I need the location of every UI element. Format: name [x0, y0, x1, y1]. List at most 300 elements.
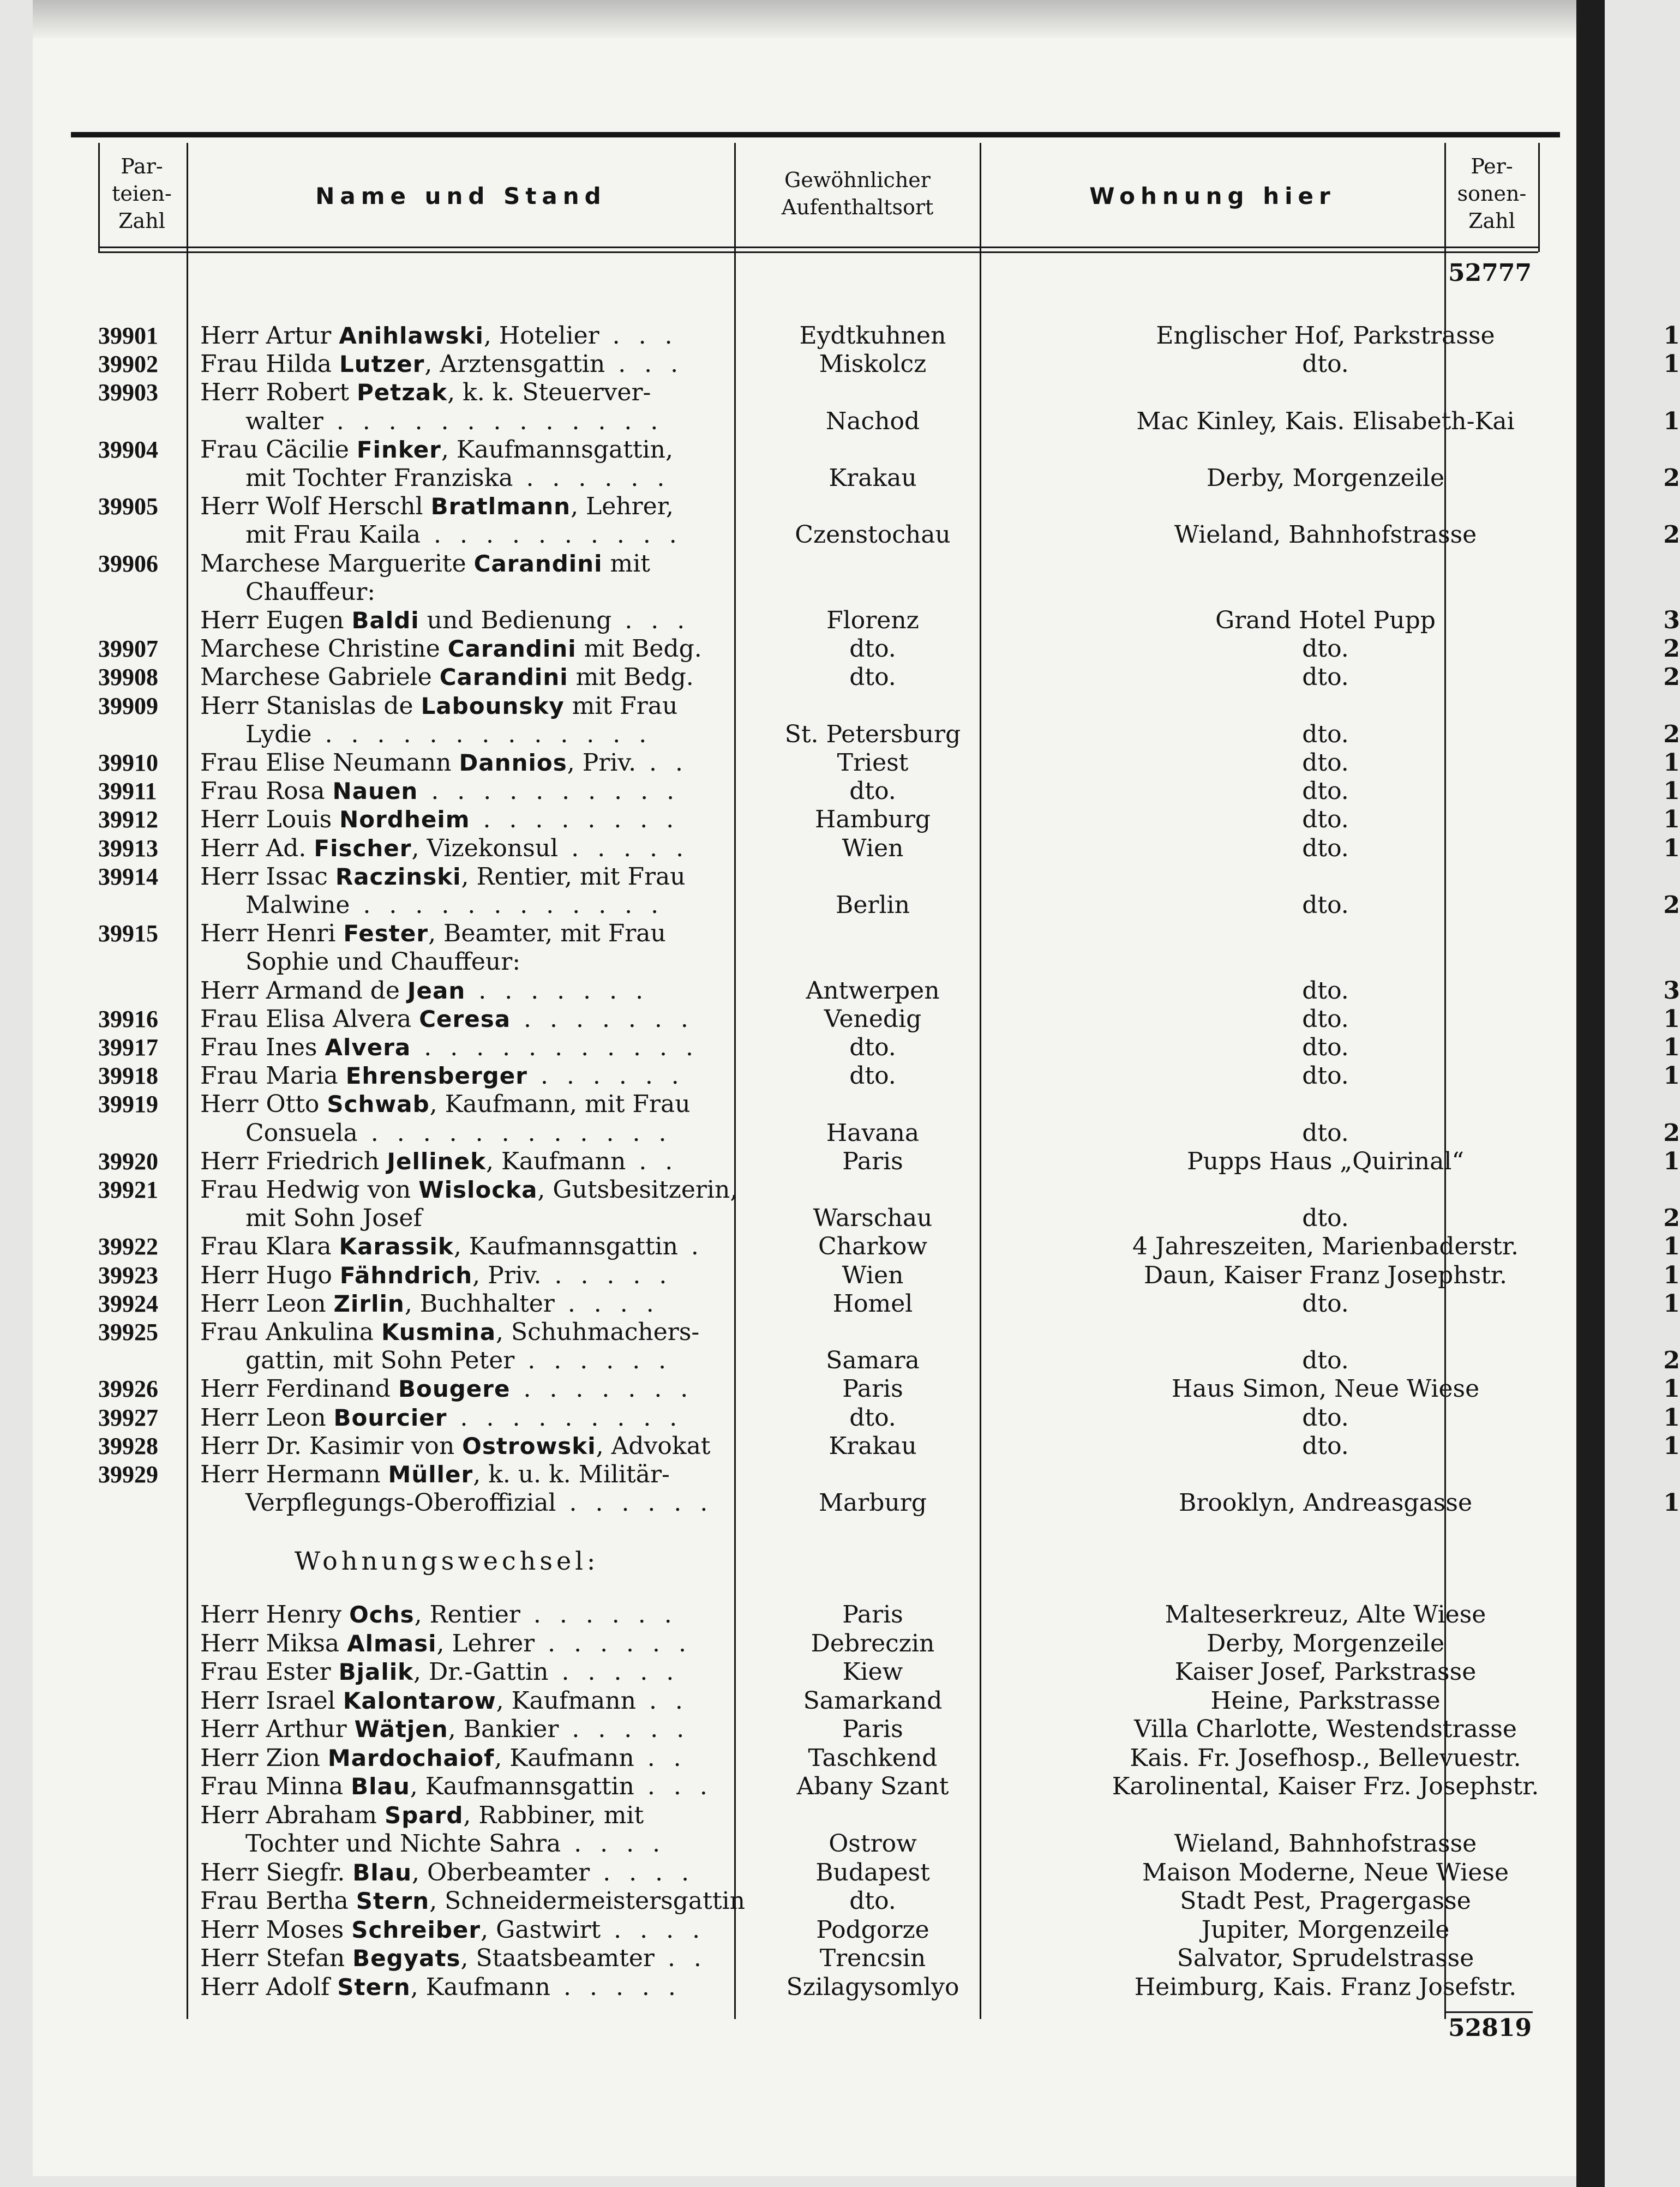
name-title: Marchese Christine — [200, 635, 448, 663]
personen-zahl: 1 — [1663, 1147, 1680, 1175]
parteien-zahl: 39906 — [98, 550, 158, 577]
leader-dots: . . . . . . . . . . . — [411, 1034, 699, 1061]
name-occupation: , Kaufmann, mit Frau — [429, 1090, 691, 1119]
name-title: Tochter und Nichte Sahra — [245, 1830, 561, 1858]
name-title: Frau Hedwig von — [200, 1176, 419, 1204]
surname: Fischer — [314, 834, 412, 862]
wohnung: Derby, Morgenzeile — [1206, 1629, 1445, 1657]
name-title: Herr Moses — [200, 1915, 352, 1944]
name-title: Herr Henry — [200, 1601, 350, 1629]
name-stand — [245, 1830, 716, 1858]
wohnung: dto. — [1302, 1062, 1349, 1090]
parteien-zahl: 39925 — [98, 1319, 158, 1345]
personen-zahl: 1 — [1663, 1289, 1680, 1318]
wohnung: Kais. Fr. Josefhosp., Bellevuestr. — [1130, 1744, 1521, 1772]
parteien-zahl: 39914 — [98, 863, 158, 890]
aufenthaltsort: Paris — [842, 1601, 903, 1629]
leader-dots: . . — [636, 749, 689, 777]
wohnung: dto. — [1302, 1204, 1349, 1233]
surname: Alvera — [325, 1034, 411, 1061]
parteien-zahl: 39903 — [98, 379, 158, 406]
name-occupation: , Oberbeamter — [412, 1858, 590, 1886]
personen-zahl: 3 — [1663, 606, 1680, 634]
wohnung: dto. — [1302, 663, 1349, 692]
name-stand — [200, 1944, 716, 1973]
name-title: Herr Louis — [200, 806, 340, 834]
leader-dots: . . . . — [601, 1915, 706, 1944]
name-occupation: , Buchhalter — [404, 1289, 555, 1318]
register-row — [98, 1773, 1571, 1801]
name-title: Herr Israel — [200, 1686, 343, 1715]
wohnung: dto. — [1302, 976, 1349, 1005]
name-title: Herr Stanislas de — [200, 692, 421, 720]
name-occupation: und Bedienung — [419, 606, 612, 634]
personen-zahl: 2 — [1663, 464, 1680, 492]
surname: Zirlin — [333, 1290, 405, 1317]
surname: Stern — [337, 1973, 411, 2000]
parteien-zahl: 39911 — [98, 778, 157, 805]
name-title: Frau Elise Neumann — [200, 749, 459, 777]
personen-zahl: 2 — [1663, 1347, 1680, 1375]
surname: Kusmina — [381, 1319, 496, 1345]
aufenthaltsort: St. Petersburg — [784, 720, 961, 748]
name-title: Herr Ferdinand — [200, 1375, 398, 1403]
parteien-zahl: 39928 — [98, 1432, 158, 1459]
surname: Müller — [388, 1461, 473, 1488]
wohnung: dto. — [1302, 635, 1349, 663]
name-stand — [200, 1687, 716, 1715]
name-occupation: , Kaufmann — [496, 1686, 636, 1715]
personen-zahl: 1 — [1663, 1062, 1680, 1090]
surname: Raczinski — [335, 863, 461, 890]
parteien-zahl: 39902 — [98, 351, 158, 378]
name-title: Consuela — [245, 1119, 358, 1147]
name-title: walter — [245, 407, 323, 435]
aufenthaltsort: dto. — [849, 663, 896, 692]
name-stand — [200, 1773, 716, 1801]
wohnung: dto. — [1302, 1289, 1349, 1318]
parteien-zahl: 39912 — [98, 806, 158, 833]
wohnung: Haus Simon, Neue Wiese — [1171, 1375, 1480, 1403]
personen-zahl: 1 — [1663, 1375, 1680, 1403]
wohnung: Grand Hotel Pupp — [1215, 606, 1436, 634]
name-occupation: , Beamter, mit Frau — [428, 920, 666, 948]
name-occupation: , Rentier, mit Frau — [461, 862, 686, 891]
surname: Fähndrich — [339, 1261, 473, 1289]
parteien-zahl: 39929 — [98, 1461, 158, 1488]
leader-dots: . . — [635, 1686, 688, 1715]
surname: Carandini — [439, 664, 568, 691]
name-title: Herr Stefan — [200, 1944, 353, 1972]
register-row — [98, 1859, 1571, 1887]
name-occupation: , Schuhmachers- — [496, 1318, 700, 1346]
name-title: Herr Armand de — [200, 976, 407, 1005]
name-title: mit Frau Kaila — [245, 521, 421, 549]
register-row — [98, 1916, 1571, 1944]
register-row — [98, 1658, 1571, 1686]
name-title: Herr Adolf — [200, 1973, 338, 2001]
parteien-zahl: 39905 — [98, 493, 158, 520]
wohnung: dto. — [1302, 891, 1349, 919]
wohnung: Heimburg, Kais. Franz Josefstr. — [1134, 1973, 1517, 2001]
leader-dots: . . . . . . . . . . — [421, 521, 682, 549]
name-stand — [200, 1658, 716, 1686]
aufenthaltsort: Homel — [832, 1289, 913, 1318]
name-title: Frau Cäcilie — [200, 435, 357, 464]
name-title: Herr Friedrich — [200, 1147, 387, 1175]
surname: Nordheim — [339, 806, 470, 833]
parteien-zahl: 39924 — [98, 1290, 158, 1317]
wohnung: dto. — [1302, 720, 1349, 748]
personen-zahl: 1 — [1663, 1403, 1680, 1432]
name-title: Herr Ad. — [200, 834, 314, 862]
leader-dots: . . . . . . . — [511, 1005, 694, 1033]
aufenthaltsort: Venedig — [824, 1005, 922, 1033]
personen-zahl: 2 — [1663, 1119, 1680, 1147]
name-occupation: , Gastwirt — [481, 1915, 601, 1944]
leader-dots: . . . . . . — [527, 1062, 685, 1090]
surname: Dannios — [459, 749, 567, 776]
wohnung: Derby, Morgenzeile — [1206, 464, 1445, 492]
register-row — [98, 1944, 1571, 1973]
name-title: Herr Henri — [200, 920, 344, 948]
name-occupation: , Gutsbesitzerin, — [537, 1176, 738, 1204]
personen-zahl: 1 — [1663, 1034, 1680, 1061]
wohnung: Salvator, Sprudelstrasse — [1177, 1944, 1474, 1972]
register-row — [98, 1744, 1571, 1773]
surname: Stern — [356, 1888, 430, 1914]
personen-zahl: 2 — [1663, 521, 1680, 549]
wohnung: dto. — [1302, 1403, 1349, 1432]
parteien-zahl: 39910 — [98, 749, 158, 776]
changes-body — [98, 0, 1571, 2171]
leader-dots: . . . . . — [541, 1261, 673, 1289]
parteien-zahl: 39904 — [98, 436, 158, 463]
wohnung: Wieland, Bahnhofstrasse — [1174, 1830, 1477, 1858]
register-row — [98, 1630, 1571, 1658]
name-occupation: , Kaufmannsgattin — [453, 1233, 678, 1261]
parteien-zahl: 39907 — [98, 635, 158, 663]
parteien-zahl: 39922 — [98, 1233, 158, 1260]
register-row — [98, 1973, 1571, 2002]
surname: Begyats — [352, 1945, 461, 1972]
leader-dots: . . . . . — [559, 1715, 690, 1743]
aufenthaltsort: Kiew — [842, 1658, 903, 1686]
name-occupation: , Lehrer, — [571, 492, 674, 521]
personen-zahl: 2 — [1663, 635, 1680, 663]
register-row — [98, 1887, 1571, 1915]
personen-zahl: 2 — [1663, 1204, 1680, 1233]
name-title: Herr Siegfr. — [200, 1858, 353, 1886]
header-name-stand: Name und Stand — [315, 183, 607, 209]
section-wohnungswechsel: Wohnungswechsel: — [295, 1546, 599, 1576]
name-title: Frau Elisa Alvera — [200, 1005, 419, 1033]
name-occupation: , Advokat — [596, 1432, 711, 1460]
name-title: Frau Bertha — [200, 1887, 356, 1915]
aufenthaltsort: Paris — [842, 1715, 903, 1743]
aufenthaltsort: Nachod — [825, 407, 920, 435]
surname: Fester — [343, 920, 429, 947]
name-occupation: , Hotelier — [483, 322, 599, 350]
wohnung: dto. — [1302, 1119, 1349, 1147]
name-title: mit Tochter Franziska — [245, 464, 513, 492]
name-occupation: , Kaufmannsgattin, — [441, 435, 673, 464]
wohnung: Jupiter, Morgenzeile — [1201, 1915, 1450, 1944]
aufenthaltsort: Wien — [842, 1261, 904, 1289]
wohnung: Stadt Pest, Pragergasse — [1180, 1887, 1471, 1915]
wohnung: Malteserkreuz, Alte Wiese — [1165, 1601, 1486, 1629]
wohnung: Kaiser Josef, Parkstrasse — [1174, 1658, 1477, 1686]
leader-dots: . . . — [605, 350, 684, 378]
name-title: gattin, mit Sohn Peter — [245, 1347, 515, 1375]
register-row — [98, 1801, 1571, 1830]
aufenthaltsort: Samarkand — [803, 1686, 943, 1715]
name-title: Chauffeur: — [245, 578, 376, 606]
leader-dots: . . . . . — [550, 1973, 681, 2001]
leader-dots: . . . . . . — [514, 1347, 672, 1375]
personen-zahl: 1 — [1663, 1489, 1680, 1517]
name-occupation: , k. u. k. Militär- — [473, 1461, 670, 1488]
parteien-zahl: 39913 — [98, 834, 158, 862]
name-occupation: , Priv. — [567, 749, 637, 777]
aufenthaltsort: Havana — [826, 1119, 920, 1147]
aufenthaltsort: Eydtkuhnen — [799, 322, 946, 350]
leader-dots: . . . . . . — [520, 1601, 677, 1629]
leader-dots: . . . — [599, 322, 678, 350]
parteien-zahl: 39919 — [98, 1091, 158, 1118]
aufenthaltsort: Antwerpen — [806, 976, 940, 1005]
name-occupation: , Dr.-Gattin — [413, 1658, 549, 1686]
surname: Baldi — [351, 607, 419, 634]
personen-zahl: 1 — [1663, 322, 1680, 350]
name-occupation: , Staatsbeamter — [460, 1944, 655, 1972]
header-personen-zahl: Per- sonen- Zahl — [1457, 154, 1527, 233]
name-title: Herr Otto — [200, 1090, 327, 1119]
name-occupation: , Kaufmann — [486, 1147, 626, 1175]
surname: Lutzer — [339, 351, 425, 378]
surname: Bourcier — [333, 1404, 447, 1431]
personen-zahl: 1 — [1663, 834, 1680, 862]
aufenthaltsort: Charkow — [818, 1233, 928, 1261]
surname: Jellinek — [387, 1147, 486, 1175]
surname: Nauen — [332, 778, 418, 805]
wohnung: dto. — [1302, 834, 1349, 862]
surname: Finker — [356, 436, 441, 463]
header-aufenthaltsort: Gewöhnlicher Aufenthaltsort — [781, 168, 934, 219]
name-title: Herr Leon — [200, 1289, 334, 1318]
register-row — [98, 1687, 1571, 1715]
surname: Blau — [351, 1773, 410, 1800]
leader-dots: . . . . . . — [556, 1489, 713, 1517]
name-title: Herr Artur — [200, 322, 339, 350]
name-title: Herr Issac — [200, 862, 335, 891]
leader-dots: . . . . . — [558, 834, 689, 862]
name-occupation: , Bankier — [448, 1715, 559, 1743]
aufenthaltsort: Berlin — [836, 891, 910, 919]
aufenthaltsort: dto. — [849, 635, 896, 663]
wohnung: Villa Charlotte, Westendstrasse — [1134, 1715, 1517, 1743]
personen-zahl: 1 — [1663, 1233, 1680, 1261]
surname: Carandini — [447, 635, 577, 663]
parteien-zahl: 39901 — [98, 322, 158, 349]
name-title: Frau Minna — [200, 1773, 351, 1800]
aufenthaltsort: Ostrow — [829, 1830, 917, 1858]
register-row — [98, 1830, 1571, 1858]
personen-zahl: 1 — [1663, 806, 1680, 834]
name-occupation: , Schneidermeistersgattin — [429, 1887, 745, 1915]
aufenthaltsort: Abany Szant — [796, 1773, 949, 1800]
surname: Ochs — [349, 1601, 415, 1628]
personen-zahl: 1 — [1663, 350, 1680, 378]
wohnung: Daun, Kaiser Franz Josephstr. — [1144, 1261, 1507, 1289]
leader-dots: . . . . . . . . . . . . . — [311, 720, 652, 748]
surname: Wätjen — [354, 1716, 448, 1743]
leader-dots: . . . . . . . . . . . . — [357, 1119, 672, 1147]
name-occupation: , k. k. Steuerver- — [447, 378, 651, 407]
wohnung: dto. — [1302, 1347, 1349, 1375]
wohnung: Heine, Parkstrasse — [1210, 1686, 1441, 1715]
name-stand — [200, 1973, 716, 2002]
name-title: Frau Maria — [200, 1062, 346, 1090]
parteien-zahl: 39908 — [98, 664, 158, 691]
name-occupation: mit Frau — [564, 692, 678, 720]
parteien-zahl: 39915 — [98, 920, 158, 947]
name-stand — [200, 1916, 716, 1944]
personen-zahl: 1 — [1663, 777, 1680, 806]
surname: Mardochaiof — [327, 1744, 495, 1771]
wohnung: 4 Jahreszeiten, Marienbaderstr. — [1132, 1233, 1519, 1261]
personen-zahl: 2 — [1663, 720, 1680, 748]
surname: Schwab — [327, 1091, 430, 1118]
aufenthaltsort: dto. — [849, 1034, 896, 1061]
leader-dots: . — [677, 1233, 704, 1261]
header-parteien-zahl: Par- teien- Zahl — [112, 154, 172, 233]
name-title: Malwine — [245, 891, 350, 919]
wohnung: dto. — [1302, 1432, 1349, 1460]
name-occupation: , Rabbiner, mit — [463, 1801, 644, 1829]
aufenthaltsort: dto. — [849, 1887, 896, 1915]
surname: Anihlawski — [339, 322, 484, 349]
register-row — [98, 1601, 1571, 1629]
name-title: Herr Wolf Herschl — [200, 492, 431, 521]
name-title: Lydie — [245, 720, 312, 748]
name-occupation: , Kaufmannsgattin — [410, 1773, 634, 1800]
personen-zahl: 1 — [1663, 749, 1680, 777]
aufenthaltsort: Paris — [842, 1375, 903, 1403]
name-title: Frau Ankulina — [200, 1318, 381, 1346]
name-title: Frau Klara — [200, 1233, 339, 1261]
leader-dots: . . . . — [561, 1830, 666, 1858]
parteien-zahl: 39916 — [98, 1005, 158, 1032]
name-title: Herr Abraham — [200, 1801, 385, 1829]
name-title: Herr Zion — [200, 1744, 328, 1772]
surname: Karassik — [339, 1233, 454, 1260]
leader-dots: . . . . . . . — [510, 1375, 694, 1403]
aufenthaltsort: Miskolcz — [819, 350, 927, 378]
parteien-zahl: 39926 — [98, 1375, 158, 1403]
header-wohnung-hier: Wohnung hier — [1089, 183, 1336, 209]
name-occupation: mit Bedg. — [576, 635, 702, 663]
name-title: Frau Ines — [200, 1034, 325, 1061]
leader-dots: . . — [654, 1944, 707, 1972]
surname: Bjalik — [338, 1659, 414, 1685]
surname: Kalontarow — [343, 1687, 496, 1714]
name-stand — [200, 1601, 716, 1629]
surname: Ostrowski — [462, 1432, 596, 1459]
name-title: mit Sohn Josef — [245, 1204, 422, 1233]
leader-dots: . . . . — [590, 1858, 695, 1886]
wohnung: Pupps Haus „Quirinal“ — [1187, 1147, 1464, 1175]
wohnung: Wieland, Bahnhofstrasse — [1174, 521, 1477, 549]
leader-dots: . . . . . . . . — [470, 806, 680, 834]
name-occupation: , Rentier — [414, 1601, 520, 1629]
name-title: Sophie und Chauffeur: — [245, 948, 521, 976]
name-title: Marchese Gabriele — [200, 663, 440, 692]
personen-zahl: 2 — [1663, 663, 1680, 692]
name-stand — [200, 1887, 745, 1915]
personen-zahl: 2 — [1663, 891, 1680, 919]
name-title: Frau Rosa — [200, 777, 333, 806]
aufenthaltsort: dto. — [849, 1403, 896, 1432]
surname: Bougere — [398, 1375, 511, 1403]
wohnung: dto. — [1302, 1005, 1349, 1033]
surname: Petzak — [357, 379, 448, 406]
name-title: Herr Hermann — [200, 1461, 388, 1488]
aufenthaltsort: Warschau — [813, 1204, 933, 1233]
leader-dots: . . — [634, 1744, 687, 1772]
aufenthaltsort: Szilagysomlyo — [786, 1973, 959, 2001]
name-stand — [200, 1859, 716, 1887]
name-title: Herr Leon — [200, 1403, 334, 1432]
name-stand — [200, 1630, 716, 1658]
name-title: Herr Dr. Kasimir von — [200, 1432, 463, 1460]
leader-dots: . . — [626, 1147, 679, 1175]
surname: Ehrensberger — [345, 1062, 527, 1090]
leader-dots: . . . . . . . . . . . . — [350, 891, 664, 919]
parteien-zahl: 39920 — [98, 1147, 158, 1175]
surname: Blau — [352, 1859, 412, 1886]
wohnung: Karolinental, Kaiser Frz. Josephstr. — [1112, 1773, 1539, 1800]
aufenthaltsort: Podgorze — [816, 1915, 929, 1944]
name-stand — [200, 1715, 716, 1744]
name-stand — [200, 1801, 716, 1830]
surname: Labounsky — [421, 692, 565, 719]
name-occupation: , Priv. — [472, 1261, 542, 1289]
personen-zahl: 3 — [1663, 976, 1680, 1005]
surname: Spard — [384, 1801, 464, 1829]
parteien-zahl: 39923 — [98, 1261, 158, 1289]
wohnung: Brooklyn, Andreasgasse — [1178, 1489, 1472, 1517]
name-title: Marchese Marguerite — [200, 549, 474, 578]
aufenthaltsort: Debreczin — [811, 1629, 935, 1657]
leader-dots: . . . . . — [548, 1658, 680, 1686]
name-title: Frau Hilda — [200, 350, 340, 378]
aufenthaltsort: Krakau — [829, 1432, 917, 1460]
end-total: 52819 — [1448, 2014, 1532, 2042]
aufenthaltsort: Krakau — [829, 464, 917, 492]
name-title: Herr Miksa — [200, 1629, 347, 1657]
parteien-zahl: 39918 — [98, 1062, 158, 1090]
register-row — [98, 1715, 1571, 1744]
parteien-zahl: 39917 — [98, 1034, 158, 1061]
parteien-zahl: 39909 — [98, 692, 158, 719]
surname: Almasi — [347, 1630, 437, 1657]
wohnung: Mac Kinley, Kais. Elisabeth-Kai — [1136, 407, 1515, 435]
surname: Schreiber — [351, 1916, 481, 1943]
wohnung: dto. — [1302, 350, 1349, 378]
leader-dots: . . . — [634, 1773, 713, 1800]
name-occupation: , Vizekonsul — [411, 834, 559, 862]
